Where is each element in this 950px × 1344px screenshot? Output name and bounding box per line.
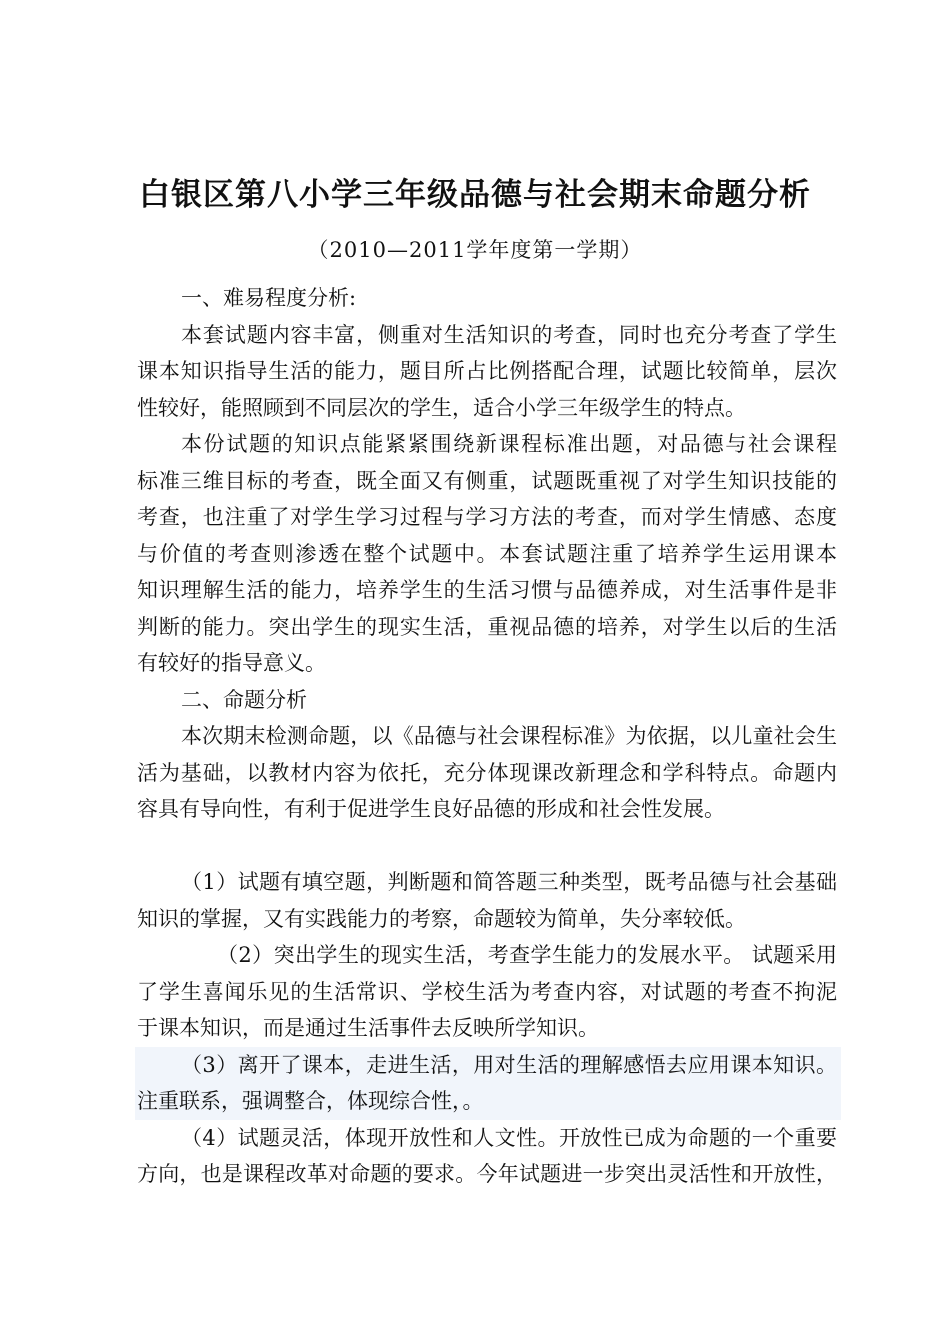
text-line: （1）试题有填空题，判断题和简答题三种类型，既考品德与社会基础 — [181, 870, 837, 894]
list-item-1 — [137, 864, 837, 937]
text-line: 了学生喜闻乐见的生活常识、学校生活为考查内容，对试题的考查不拘泥 — [137, 979, 837, 1004]
document-subtitle: （2010—2011学年度第一学期） — [307, 238, 643, 262]
document-body — [137, 280, 837, 1193]
text-line: （4）试题灵活，体现开放性和人文性。开放性已成为命题的一个重要 — [181, 1125, 837, 1150]
section-heading-difficulty — [137, 280, 837, 317]
list-item-2 — [137, 937, 837, 1047]
document-title: 白银区第八小学三年级品德与社会期末命题分析 — [139, 177, 811, 213]
text-line: 注重联系，强调整合，体现综合性，。 — [137, 1089, 484, 1113]
text-line: 方向，也是课程改革对命题的要求。今年试题进一步突出灵活性和开放性， — [137, 1162, 837, 1186]
text-line: 有较好的指导意义。 — [137, 651, 326, 675]
text-line: 考查，也注重了对学生学习过程与学习方法的考查，而对学生情感、态度 — [137, 505, 837, 529]
text-line: （2）突出学生的现实生活，考查学生能力的发展水平。 试题采用 — [217, 943, 837, 967]
text-line: 本次期末检测命题，以《品德与社会课程标准》为依据，以儿童社会生 — [181, 724, 837, 748]
text-line: 于课本知识，而是通过生活事件去反映所学知识。 — [137, 1016, 599, 1040]
list-item-4 — [137, 1120, 837, 1193]
text-line: 判断的能力。突出学生的现实生活，重视品德的培养，对学生以后的生活 — [137, 614, 837, 639]
text-line: 课本知识指导生活的能力，题目所占比例搭配合理，试题比较简单，层次 — [137, 359, 837, 383]
section-heading: 二、命题分析 — [181, 687, 307, 712]
section-heading-analysis — [137, 682, 837, 719]
paragraph-difficulty-2 — [137, 426, 837, 682]
blank-line — [137, 828, 837, 865]
text-line: 性较好，能照顾到不同层次的学生，适合小学三年级学生的特点。 — [137, 395, 746, 420]
section-heading: 一、难易程度分析: — [181, 286, 357, 310]
text-line: 知识的掌握，又有实践能力的考察，命题较为简单，失分率较低。 — [137, 906, 746, 931]
list-item-3-highlighted — [135, 1047, 841, 1120]
text-line: 标准三维目标的考查，既全面又有侧重，试题既重视了对学生知识技能的 — [137, 468, 837, 493]
paragraph-difficulty-1 — [137, 317, 837, 427]
text-line: 知识理解生活的能力，培养学生的生活习惯与品德养成，对生活事件是非 — [137, 578, 837, 602]
text-line: 活为基础，以教材内容为依托，充分体现课改新理念和学科特点。命题内 — [137, 760, 837, 785]
text-line: 本份试题的知识点能紧紧围绕新课程标准出题，对品德与社会课程 — [181, 432, 837, 456]
text-line: （3）离开了课本，走进生活，用对生活的理解感悟去应用课本知识。 — [181, 1052, 837, 1077]
text-line: 本套试题内容丰富，侧重对生活知识的考查，同时也充分考查了学生 — [181, 322, 837, 347]
text-line: 与价值的考查则渗透在整个试题中。本套试题注重了培养学生运用课本 — [137, 541, 837, 566]
paragraph-analysis-1 — [137, 718, 837, 828]
text-line: 容具有导向性，有利于促进学生良好品德的形成和社会性发展。 — [137, 797, 725, 821]
